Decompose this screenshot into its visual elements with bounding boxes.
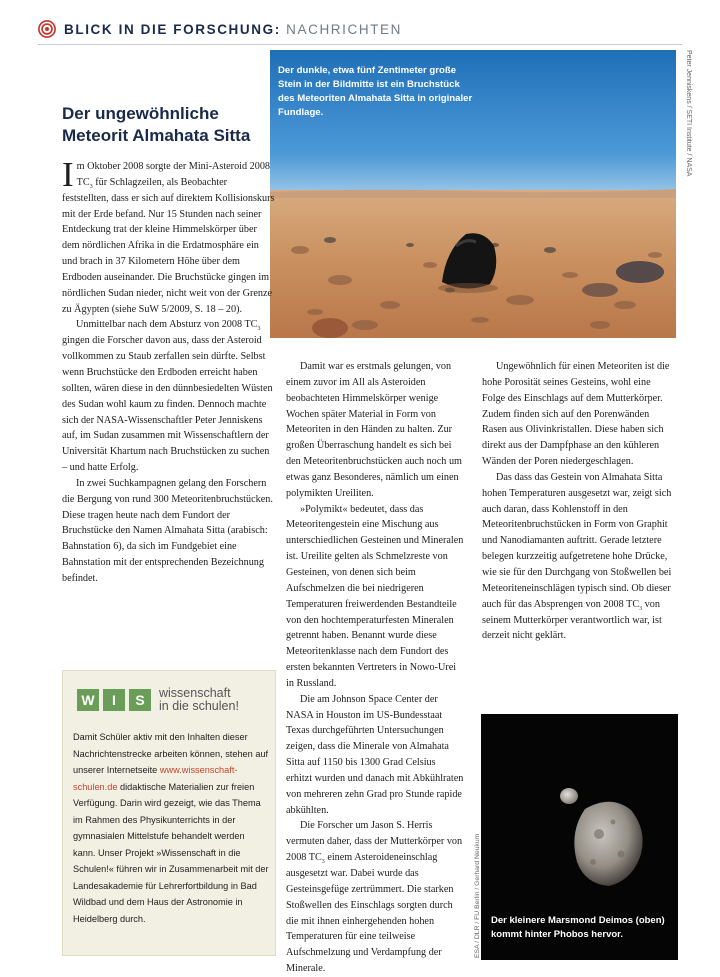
section-subtitle: NACHRICHTEN [286,21,403,37]
mars-moons-photo [481,714,678,960]
wis-name: wissenschaft in die schulen! [159,686,239,713]
paragraph: Die Forscher um Jason S. Herris vermuten daher, dass der Mutterkörper von 2008 $TC_3$ einem Asteroideneinschlag ausgesetzt war. Dabei wurde das Gesteinsgefüge zertrümmert. Die starken Stoßwellen des Einschlags sorgten durch die mit ihnen einhergehenden hohen Temperaturen für eine teilweise Aufschmelzung und Verdampfung der Minerale. [286,820,463,975]
target-logo-icon [38,20,56,38]
photo-credit: Peter Jenniskens / SETI Institute / NASA [685,50,692,177]
wis-tile: S [129,689,151,711]
wis-tile: W [77,689,99,711]
paragraph: »Polymikt« bedeutet, dass das Meteoritengestein eine Mischung aus unterschiedlichen Gesteinen und Mineralen ist. Ureilite gelten als Schmelzreste von Gesteinen, von denen sich beim Aufschmelzen die bei niedrigeren Temperaturen freiwerdenden Bestandteile von den hochtemperaturfesten Mineralen getrennt haben. Benannt wurde diese Meteoritenklasse nach dem Fundort des ersten bekannten Vertreters in Nowo-Urei in Russland. [286,503,464,689]
paragraph: Die am Johnson Space Center der NASA in Houston im US-Bundesstaat Texas durchgeführten Untersuchungen zeigen, dass die Minerale von Almahata Sitta auf 1150 bis 1300 Grad Celsius erhitzt wurden und danach mit Abkühlraten von mehreren zehn Grad pro Stunde rapide abkühlten. [286,693,464,816]
article-column-2 [286,359,464,977]
paragraph: Unmittelbar nach dem Absturz von 2008 $TC_3$ gingen die Forscher davon aus, dass der Asteroid vollkommen zu Staub zerfallen sein dürfte. Selbst wenn Bruchstücke den Erdboden erreicht haben sollten, wären diese in den dünnbesiedelten Wüsten des Sudan wohl kaum zu finden. Dennoch machte sich der NASA-Wissenschaftler Peter Jenniskens auf, im Sudan zusammen mit Wissenschaftlern der Universität Khartum nach Bruchstücken zu suchen – und hatte Erfolg. [62,319,273,474]
section-header [38,16,402,42]
paragraph: In zwei Suchkampagnen gelang den Forschern die Bergung von rund 300 Meteoritenbruchstücken. Diese tragen heute nach dem Fundort der Bruchstücke den Namen Almahata Sitta (arabisch: Bahnstation 6), da sich im Fundgebiet eine Bahnstation mit der entsprechenden Bezeichnung befindet. [62,477,273,584]
wis-text: Damit Schüler aktiv mit den Inhalten dieser Nachrichtenstrecke arbeiten können, stehen auf unserer Internetseite www.wissenschaft-schulen.de didaktische Materialien zur freien Verfügung. Darin wird gezeigt, wie das Thema im Rahmen des Physikunterrichts in der gymnasialen Mittelstufe behandelt werden kann. Unser Projekt »Wissenschaft in die Schulen!« führen wir in Zusammenarbeit mit der Landesakademie für Lehrerfortbildung in Bad Wildbad und dem Haus der Astronomie in Heidelberg durch. [73,732,269,925]
moon-credit: ESA / DLR / FU Berlin / Gerhard Neukum [474,833,481,958]
article-title: Der ungewöhnliche Meteorit Almahata Sitta [62,104,251,145]
paragraph: Das dass das Gestein von Almahata Sitta hohen Temperaturen ausgesetzt war, zeigt sich auch daran, dass Kohlenstoff in den Meteoritenbruchstücken in Form von Graphit und Nanodiamanten auftritt. Gerade letztere belegen kurzzeitig aufgetretene hohe Drücke, wie sie für den Durchgang von Stoßwellen bei Meteoriteneinschlägen typisch sind. Ob dieser auch für das Absprengen von 2008 $TC_3$ von seinem Mutterkörper verantwortlich war, ist derzeit nicht geklärt. [482,471,672,642]
paragraph: Ungewöhnlich für einen Meteoriten ist die hohe Porosität seines Gesteins, wohl eine Folge des Einschlags auf dem Mutterkörper. Zudem finden sich auf den Porenwänden Rasen aus Olivinkristallen. Diese haben sich direkt aus der Dampfphase an den kühleren Wänden der Poren niedergeschlagen. [482,361,670,468]
wis-info-box [62,670,276,956]
wis-tile: I [103,689,125,711]
moon-caption: Der kleinere Marsmond Deimos (oben) kommt hinter Phobos hervor. [491,915,665,940]
header-divider [38,44,682,45]
paragraph: Damit war es erstmals gelungen, von einem zuvor im All als Asteroiden beobachteten Himmelskörper wenige Wochen später Material in Form von Meteoriten in den Händen zu halten. Zur großen Überraschung handelt es sich bei den Meteoritenbruchstücken auch noch um etwas ganz Besonderes, nämlich um einen polymikten Ureiliten. [286,361,462,499]
paragraph: Im Oktober 2008 sorgte der Mini-Asteroid 2008 $TC_3$ für Schlagzeilen, als Beobachter feststellten, dass er sich auf direktem Kollisionskurs mit der Erde befand. Nur 15 Stunden nach seiner Entdeckung trat der kleine Himmelskörper über dem nördlichen Afrika in die Erdatmosphäre ein und brach in 37 Kilometern Höhe über dem Erdboden auseinander. Die Bruchstücke gingen im nördlichen Sudan nieder, nicht weit von der Grenze zu Ägypten (siehe SuW 5/2009, S. 18 – 20). [62,155,275,315]
wis-logo [77,687,239,713]
article-column-3 [482,359,672,644]
photo-caption: Der dunkle, etwa fünf Zentimeter große Stein in der Bildmitte ist ein Bruchstück des Meteoriten Almahata Sitta in originaler Fundlage. [278,65,473,118]
section-title: BLICK IN DIE FORSCHUNG: NACHRICHTEN [64,21,403,37]
meteorite-photo [270,50,676,338]
wis-website-link[interactable]: www.wissenschaft-schulen.de [73,765,238,792]
article-column-1 [62,155,276,587]
drop-cap: I [62,155,74,194]
